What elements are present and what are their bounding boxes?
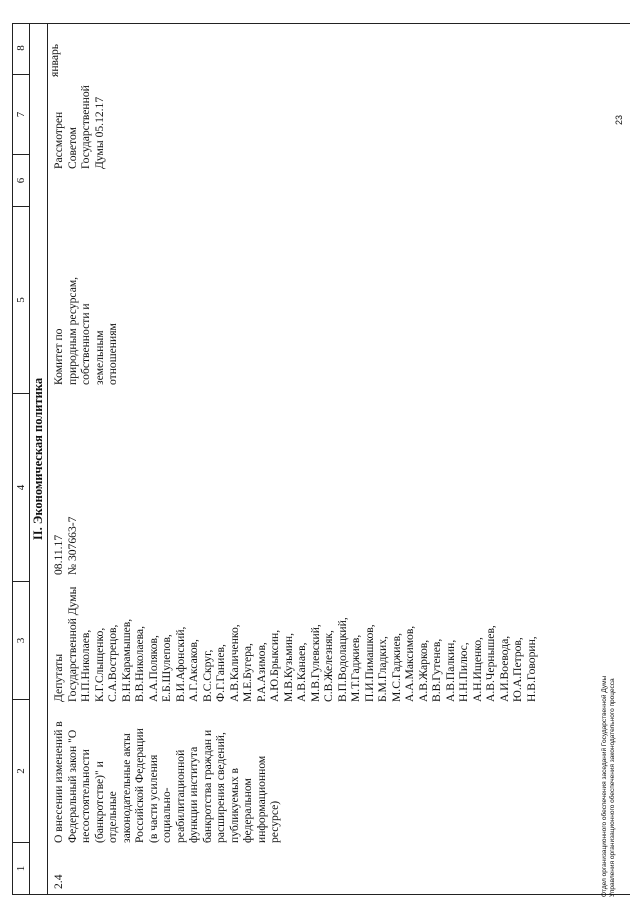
bill-title-line: информационном <box>254 755 268 843</box>
committee-line: природным ресурсам, <box>65 276 79 385</box>
author-line: Государственной Думы <box>65 586 79 702</box>
author-line: С.А.Вострецов, <box>106 624 119 702</box>
author-line: А.А.Поляков, <box>146 635 160 702</box>
author-line: Ю.А.Петров, <box>511 637 524 702</box>
bill-title-line: несостоятельности <box>79 749 92 843</box>
bill-title-line: О внесении изменений в <box>52 721 65 843</box>
planned-month: январь <box>48 43 61 77</box>
bill-title-line: функции института <box>187 746 200 843</box>
header-col-8: 8 <box>15 45 27 51</box>
review-line: Государственной <box>79 85 92 169</box>
page-number: 23 <box>614 114 624 125</box>
committee-line: собственности и <box>79 303 92 385</box>
responsible-committee <box>52 275 120 385</box>
bill-title-line: публикуемых в <box>227 767 241 843</box>
bill-authors <box>52 586 538 702</box>
author-line: Б.М.Гладких, <box>376 636 389 702</box>
author-line: В.С.Скруг, <box>200 649 214 702</box>
header-col-2: 2 <box>13 699 29 842</box>
author-line: Н.В.Говорин, <box>524 636 538 702</box>
bill-title-line: ресурсе) <box>268 800 281 843</box>
author-line: А.И.Воевода, <box>497 635 511 702</box>
bill-title-line: законодательные акты <box>119 733 133 843</box>
author-line: В.И.Афонский, <box>173 626 187 702</box>
author-line: К.Г.Слыщенко, <box>92 627 106 702</box>
author-line: А.Ю.Брыксин, <box>268 629 281 702</box>
bill-title-line: отдельные <box>106 791 119 843</box>
author-line: А.Г.Аксаков, <box>187 639 200 702</box>
bill-title-line: расширения сведений, <box>214 732 227 843</box>
header-col-5: 5 <box>13 206 29 393</box>
author-line: М.В.Кузьмин, <box>281 632 295 702</box>
bill-title-line: федеральном <box>241 778 254 843</box>
author-line: В.П.Водолацкий, <box>335 617 349 702</box>
column-number-header <box>12 23 30 895</box>
header-col-7: 7 <box>13 74 29 154</box>
review-line: Советом <box>65 127 79 169</box>
author-line: А.В.Жарков, <box>416 639 430 702</box>
author-line: А.А.Максимов, <box>403 625 416 702</box>
registration-date: 08.11.17 <box>52 534 65 575</box>
review-line: Рассмотрен <box>52 111 65 169</box>
author-line: В.В.Николаева, <box>133 626 146 702</box>
author-line: А.В.Палкин, <box>443 639 457 702</box>
bill-title-line: банкротства граждан и <box>200 729 214 843</box>
author-line: Депутаты <box>52 653 65 702</box>
author-line: А.В.Каличенко, <box>227 624 241 702</box>
author-line: П.И.Пимашков, <box>362 624 376 702</box>
author-line: М.Т.Гаджиев, <box>349 634 362 702</box>
review-line: Думы 05.12.17 <box>92 96 106 169</box>
bill-title <box>52 721 282 843</box>
bill-number: № 307663-7 <box>65 516 79 575</box>
author-line: Н.Н.Пилюс, <box>457 642 470 702</box>
footer-directorate: Управления организационного обеспечения законодательного процесса <box>609 678 616 897</box>
row-number: 2.4 <box>52 874 65 889</box>
bill-registration <box>52 465 79 575</box>
header-col-4: 4 <box>13 393 29 581</box>
bill-title-line: Федеральный закон "О <box>65 729 79 843</box>
bill-title-line: Российской Федерации <box>133 728 146 843</box>
author-line: М.В.Гулевский, <box>308 624 322 702</box>
bill-title-line: социально- <box>160 787 173 843</box>
author-line: М.С.Гаджиев, <box>389 632 403 702</box>
author-line: М.Е.Бугера, <box>241 643 254 702</box>
section-title: II. Экономическая политика <box>30 23 48 895</box>
bill-title-line: (в части усиления <box>146 754 160 843</box>
author-line: С.В.Железняк, <box>322 630 335 702</box>
author-line: Ф.Г.Ганиев, <box>214 644 227 702</box>
author-line: В.Н.Карамышев, <box>119 618 133 702</box>
bill-title-line: (банкротстве)" и <box>92 761 106 843</box>
author-line: Н.П.Николаев, <box>79 629 92 702</box>
committee-line: земельным <box>92 330 106 385</box>
author-line: А.В.Чернышев, <box>484 625 497 702</box>
author-line: Е.Б.Шулепов, <box>160 634 173 702</box>
header-col-6: 6 <box>13 154 29 206</box>
header-col-1: 1 <box>13 842 29 894</box>
author-line: А.Н.Ищенко, <box>470 637 484 702</box>
author-line: Р.А.Азимов, <box>254 642 268 702</box>
committee-line: Комитет по <box>52 328 65 385</box>
author-line: А.В.Канаев, <box>295 642 308 702</box>
header-col-3: 3 <box>13 581 29 699</box>
footer-department: Отдел организационного обеспечения заседаний Государственной Думы <box>601 675 608 897</box>
bill-title-line: реабилитационной <box>173 749 187 843</box>
author-line: В.В.Гутенев, <box>430 638 443 702</box>
committee-line: отношениям <box>106 323 119 385</box>
